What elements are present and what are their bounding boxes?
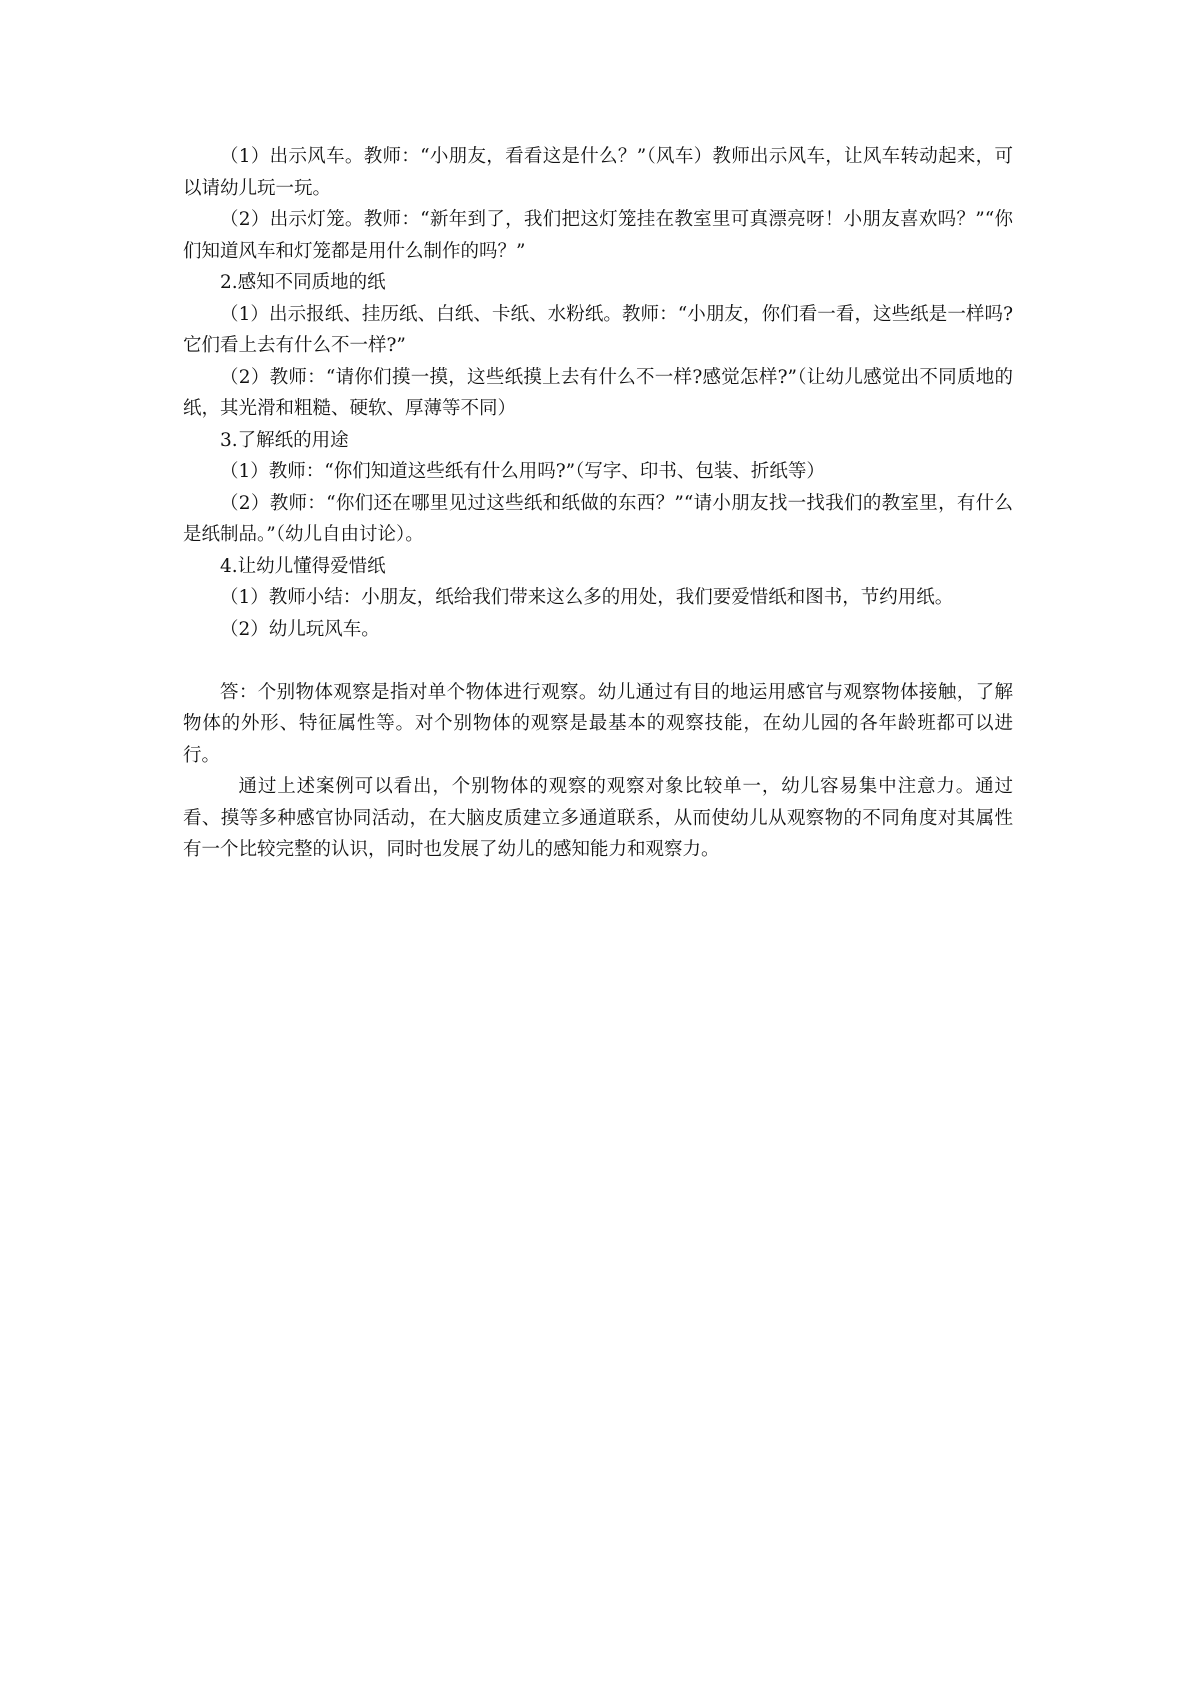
step-1-2-paragraph: （2）出示灯笼。教师：“新年到了，我们把这灯笼挂在教室里可真漂亮呀！小朋友喜欢吗？”“你们知道风车和灯笼都是用什么制作的吗？” [183, 209, 1013, 262]
step-2-2-paragraph: （2）教师：“请你们摸一摸，这些纸摸上去有什么不一样?感觉怎样?”（让幼儿感觉出不同质地的纸，其光滑和粗糙、硬软、厚薄等不同） [183, 366, 1013, 419]
paragraph-gap [183, 645, 1013, 677]
step-3-1-paragraph: （1）教师：“你们知道这些纸有什么用吗?”（写字、印书、包装、折纸等） [220, 461, 825, 482]
section-heading-2: 2.感知不同质地的纸 [220, 272, 386, 293]
step-2-1-paragraph: （1）出示报纸、挂历纸、白纸、卡纸、水粉纸。教师：“小朋友，你们看一看，这些纸是一样吗?它们看上去有什么不一样?” [183, 303, 1013, 356]
step-4-2-paragraph: （2）幼儿玩风车。 [220, 618, 380, 640]
section-heading-3: 3.了解纸的用途 [220, 429, 349, 451]
answer-paragraph-1: 答：个别物体观察是指对单个物体进行观察。幼儿通过有目的地运用感官与观察物体接触，了解物体的外形、特征属性等。对个别物体的观察是最基本的观察技能，在幼儿园的各年龄班都可以进行。 [183, 681, 1013, 766]
step-3-2-paragraph: （2）教师：“你们还在哪里见过这些纸和纸做的东西？”“请小朋友找一找我们的教室里，有什么是纸制品。”（幼儿自由讨论）。 [183, 492, 1013, 545]
step-1-1-paragraph: （1）出示风车。教师：“小朋友，看看这是什么？”（风车）教师出示风车，让风车转动起来，可以请幼儿玩一玩。 [183, 146, 1013, 199]
answer-paragraph-2: 通过上述案例可以看出，个别物体的观察的观察对象比较单一，幼儿容易集中注意力。通过看、摸等多种感官协同活动，在大脑皮质建立多通道联系，从而使幼儿从观察物的不同角度对其属性有一个比较完整的认识，同时也发展了幼儿的感知能力和观察力。 [183, 776, 1013, 860]
section-heading-4: 4.让幼儿懂得爱惜纸 [220, 555, 386, 577]
step-4-1-paragraph: （1）教师小结：小朋友，纸给我们带来这么多的用处，我们要爱惜纸和图书，节约用纸。 [220, 587, 954, 608]
document-body [183, 141, 1013, 866]
